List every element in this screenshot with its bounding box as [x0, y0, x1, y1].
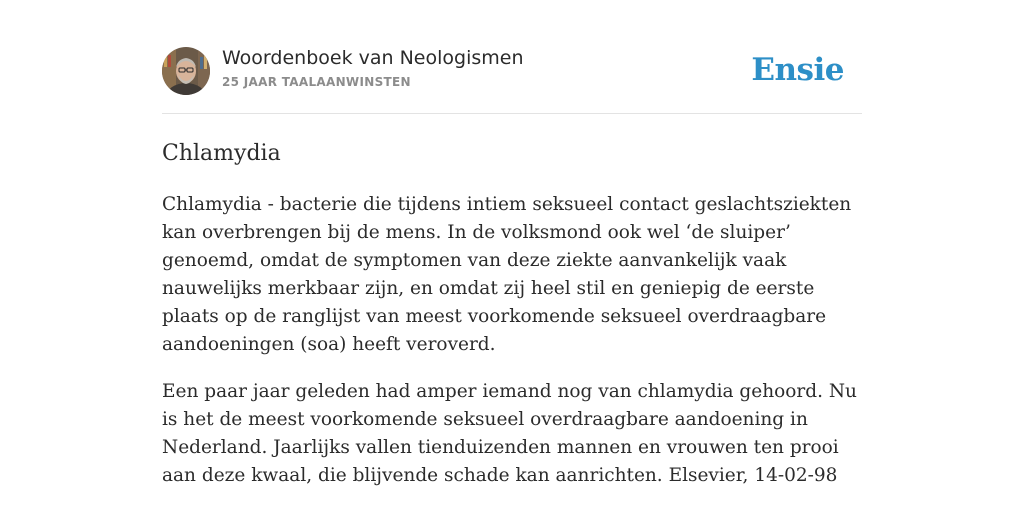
author-portrait-icon — [162, 47, 210, 95]
author-name[interactable]: Woordenboek van Neologismen — [222, 47, 524, 69]
entry-header — [162, 46, 862, 114]
entry-title: Chlamydia — [162, 141, 281, 166]
entry-paragraph-2: Een paar jaar geleden had amper iemand nog van chlamydia gehoord. Nu is het de meest voorkomende seksueel overdraagbare aandoening in Nederland. Jaarlijks vallen tienduizenden mannen en vrouwen ten prooi aan deze kwaal, die blijvende schade kan aanrichten. Elsevier, 14-02-98 — [162, 381, 857, 486]
entry-paragraph-1: Chlamydia - bacterie die tijdens intiem seksueel contact geslachtsziekten kan overbrengen bij de mens. In de volksmond ook wel ‘de sluiper’ genoemd, omdat de symptomen van deze ziekte aanvankelijk vaak nauwelijks merkbaar zijn, en omdat zij heel stil en geniepig de eerste plaats op de ranglijst van meest voorkomende seksueel overdraagbare aandoeningen (soa) heeft veroverd. — [162, 194, 852, 355]
author-avatar[interactable] — [162, 47, 210, 95]
entry-card — [162, 46, 862, 490]
author-block — [222, 46, 524, 90]
author-subtitle: 25 JAAR TAALAANWINSTEN — [222, 75, 411, 89]
ensie-logo[interactable]: Ensie — [751, 52, 844, 88]
